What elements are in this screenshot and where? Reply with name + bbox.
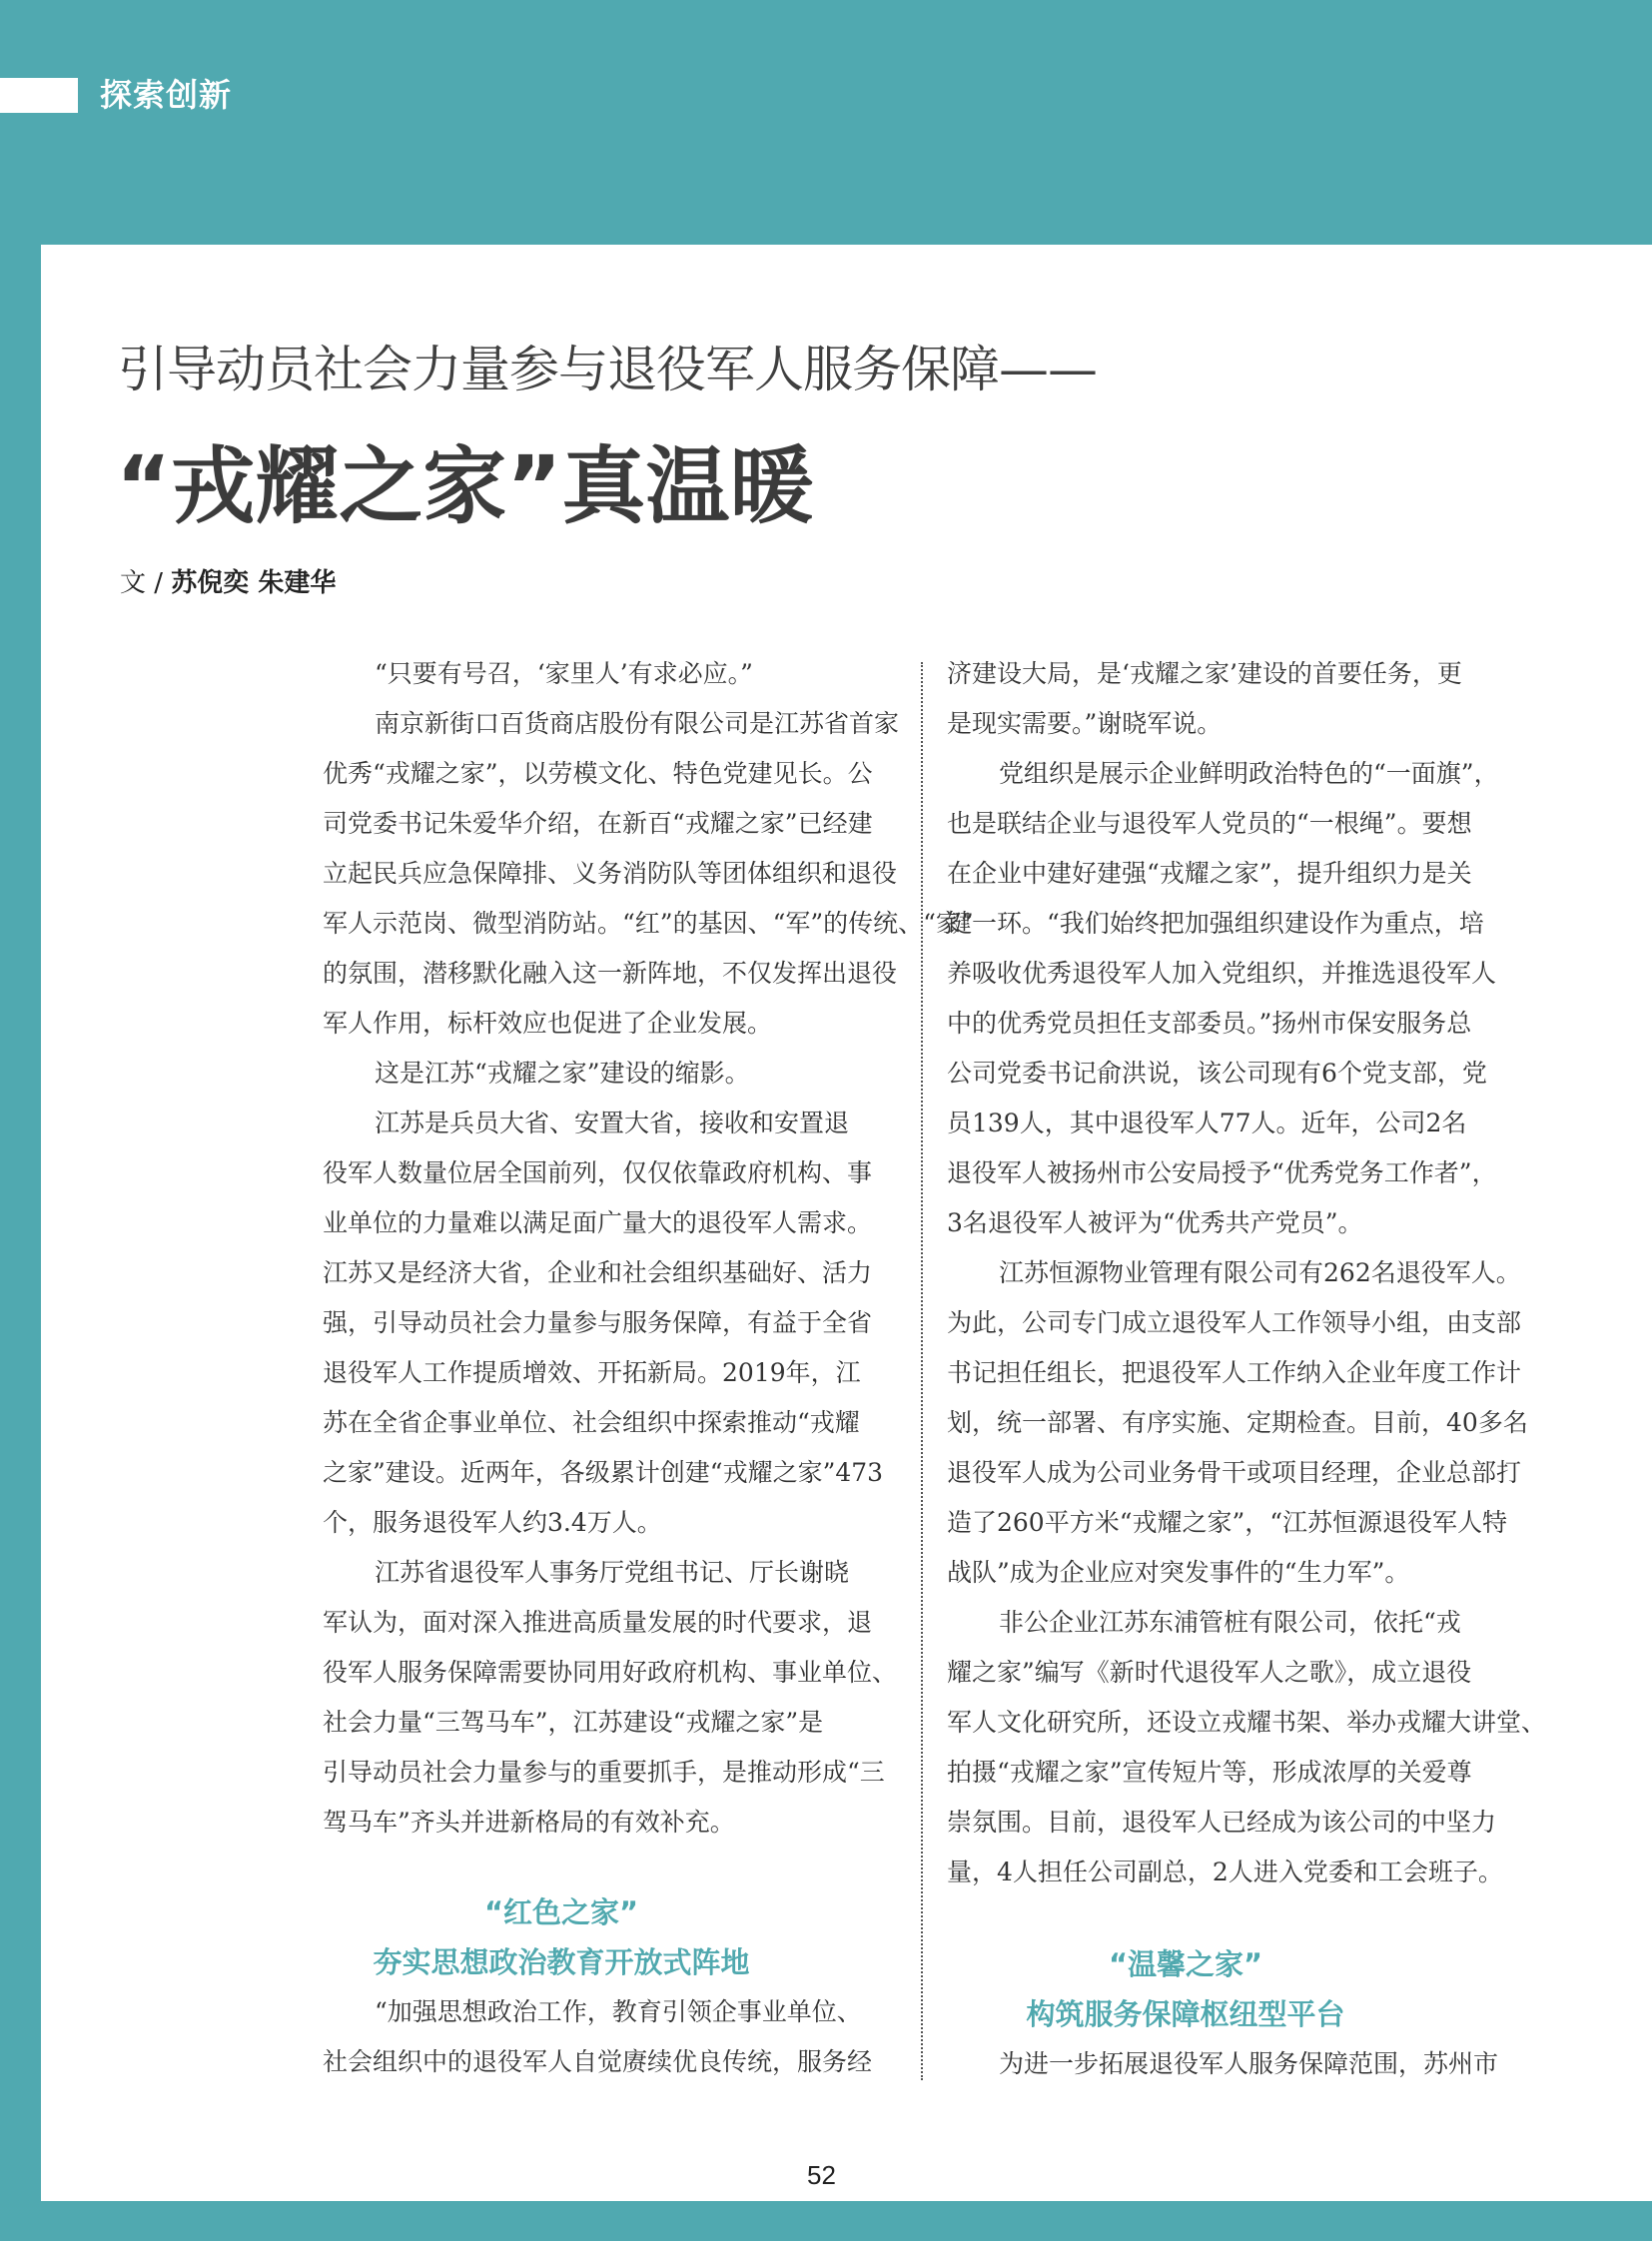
text-line: 战队”成为企业应对突发事件的“生力军”。 [947,1558,1410,1587]
subheading-warm-home-subtitle: 构筑服务保障枢纽型平台 [1026,1997,1345,2031]
text-line: 拍摄“戎耀之家”宣传短片等，形成浓厚的关爱尊 [947,1758,1472,1787]
byline [120,565,336,601]
subheading-red-home-subtitle: 夯实思想政治教育开放式阵地 [373,1945,750,1979]
section-tag-marker [0,78,78,113]
left-column-continued [323,1987,873,2087]
subheading-warm-home-title: “温馨之家” [1108,1947,1263,1981]
text-line: 司党委书记朱爱华介绍，在新百“戎耀之家”已经建 [323,809,873,838]
text-line: 社会组织中的退役军人自觉赓续优良传统，服务经 [323,2047,873,2076]
text-line: 个，服务退役军人约3.4万人。 [323,1508,662,1537]
article-title: “戎耀之家”真温暖 [116,437,814,535]
section-gap [323,1848,800,1887]
left-column-body [323,649,974,1848]
text-line: 军人作用，标杆效应也促进了企业发展。 [323,1009,773,1038]
text-line: 社会力量“三驾马车”，江苏建设“戎耀之家”是 [323,1708,824,1737]
text-line: 军人示范岗、微型消防站。“红”的基因、“军”的传统、“家” [323,909,974,938]
text-line: 之家”建设。近两年，各级累计创建“戎耀之家”473 [323,1458,884,1487]
text-line: “加强思想政治工作，教育引领企事业单位、 [375,1997,862,2026]
text-line: 书记担任组长，把退役军人工作纳入企业年度工作计 [947,1358,1522,1387]
text-line: “只要有号召，‘家里人’有求必应。” [375,659,753,688]
section-gap [947,1897,1424,1939]
text-line: 江苏省退役军人事务厅党组书记、厅长谢晓 [375,1558,850,1587]
text-line: 造了260平方米“戎耀之家”，“江苏恒源退役军人特 [947,1508,1508,1537]
text-line: 养吸收优秀退役军人加入党组织，并推选退役军人 [947,959,1497,988]
text-line: 优秀“戎耀之家”，以劳模文化、特色党建见长。公 [323,759,873,788]
section-tag: 探索创新 [100,76,233,114]
text-line: 军认为，面对深入推进高质量发展的时代要求，退 [323,1608,873,1637]
text-line: 苏在全省企事业单位、社会组织中探索推动“戎耀 [323,1408,860,1437]
right-column-body [947,649,1547,1897]
text-line: 的氛围，潜移默化融入这一新阵地，不仅发挥出退役 [323,959,898,988]
text-line: 役军人数量位居全国前列，仅仅依靠政府机构、事 [323,1158,873,1187]
text-line: 3名退役军人被评为“优秀共产党员”。 [947,1208,1363,1237]
text-line: 南京新街口百货商店股份有限公司是江苏省首家 [375,709,900,738]
text-line: 退役军人工作提质增效、开拓新局。2019年，江 [323,1358,861,1387]
text-line: 江苏恒源物业管理有限公司有262名退役军人。 [999,1258,1521,1287]
text-line: 强，引导动员社会力量参与服务保障，有益于全省 [323,1308,873,1337]
subheading-red-home-title: “红色之家” [483,1895,639,1929]
text-line: 为此，公司专门成立退役军人工作领导小组，由支部 [947,1308,1522,1337]
text-line: 公司党委书记俞洪说，该公司现有6个党支部，党 [947,1059,1487,1088]
text-line: 为进一步拓展退役军人服务保障范围，苏州市 [999,2049,1499,2078]
text-line: 退役军人被扬州市公安局授予“优秀党务工作者”， [947,1158,1497,1187]
text-line: 引导动员社会力量参与的重要抓手，是推动形成“三 [323,1758,885,1787]
text-line: 量，4人担任公司副总，2人进入党委和工会班子。 [947,1858,1503,1886]
text-line: 非公企业江苏东浦管桩有限公司，依托“戎 [999,1608,1461,1637]
text-line: 员139人，其中退役军人77人。近年，公司2名 [947,1109,1467,1137]
left-column [323,649,974,2087]
text-line: 也是联结企业与退役军人党员的“一根绳”。要想 [947,809,1472,838]
right-column [947,649,1547,2089]
text-line: 键一环。“我们始终把加强组织建设作为重点，培 [947,909,1484,938]
text-line: 江苏是兵员大省、安置大省，接收和安置退 [375,1109,850,1137]
byline-authors: 苏倪奕 朱建华 [171,568,337,598]
text-line: 这是江苏“戎耀之家”建设的缩影。 [375,1059,750,1088]
text-line: 是现实需要。”谢晓军说。 [947,709,1223,738]
text-line: 役军人服务保障需要协同用好政府机构、事业单位、 [323,1658,898,1687]
text-line: 耀之家”编写《新时代退役军人之歌》，成立退役 [947,1658,1472,1687]
right-column-continued [947,2039,1499,2089]
article-subtitle: 引导动员社会力量参与退役军人服务保障—— [118,341,1097,398]
text-line: 中的优秀党员担任支部委员。”扬州市保安服务总 [947,1009,1472,1038]
column-divider [921,662,923,2080]
text-line: 立起民兵应急保障排、义务消防队等团体组织和退役 [323,859,898,888]
text-line: 划，统一部署、有序实施、定期检查。目前，40多名 [947,1408,1528,1437]
text-line: 业单位的力量难以满足面广量大的退役军人需求。 [323,1208,873,1237]
text-line: 江苏又是经济大省，企业和社会组织基础好、活力 [323,1258,873,1287]
text-line: 在企业中建好建强“戎耀之家”，提升组织力是关 [947,859,1472,888]
text-line: 军人文化研究所，还设立戎耀书架、举办戎耀大讲堂、 [947,1708,1547,1737]
text-line: 崇氛围。目前，退役军人已经成为该公司的中坚力 [947,1808,1497,1837]
text-line: 驾马车”齐头并进新格局的有效补充。 [323,1808,735,1837]
page-number: 52 [807,2160,836,2190]
text-line: 党组织是展示企业鲜明政治特色的“一面旗”， [999,759,1499,788]
byline-prefix: 文 / [120,568,172,598]
text-line: 退役军人成为公司业务骨干或项目经理，企业总部打 [947,1458,1522,1487]
text-line: 济建设大局，是‘戎耀之家’建设的首要任务，更 [947,659,1462,688]
